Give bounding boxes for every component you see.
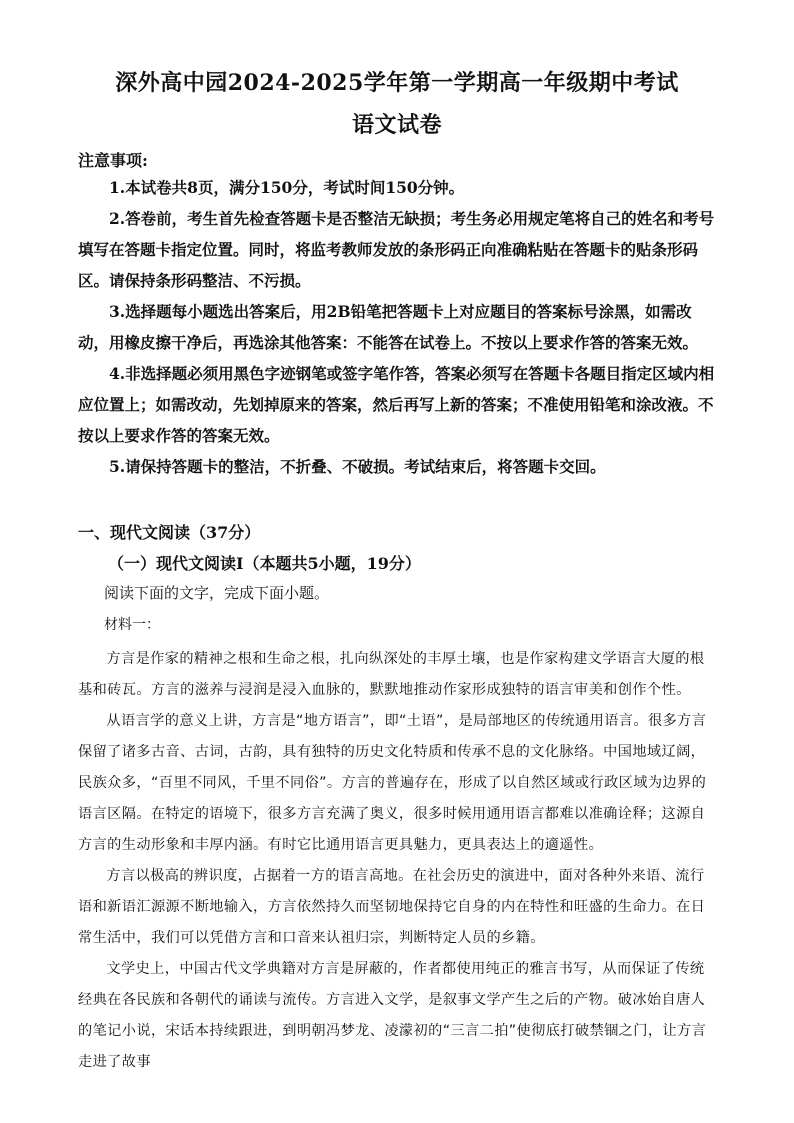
exam-title: 深外高中园2024-2025学年第一学期高一年级期中考试 <box>115 70 679 96</box>
material-paragraph: 从语言学的意义上讲，方言是“地方语言”，即“土语”，是局部地区的传统通用语言。很多方言保留了诸多古音、古词，古韵，具有独特的历史文化特质和传承不息的文化脉络。中国地域辽阔，民族众多，“百里不同风，千里不同俗”。方言的普遍存在，形成了以自然区域或行政区域为边界的语言区隔。在特定的语境下，很多方言充满了奥义，很多时候用通用语言都难以准确诠释；这源自方言的生动形象和丰厚内涵。有时它比通用语言更具魅力，更具表达上的適遥性。 <box>78 713 707 853</box>
material-label: 材料一： <box>104 617 160 633</box>
notice-item-4: 4.非选择题必须用黑色字迹钢笔或签字笔作答，答案必须写在答题卡各题目指定区域内相应位置上；如需改动，先划掉原来的答案，然后再写上新的答案；不准使用铅笔和涂改液。不按以上要求作答的答案无效。 <box>78 364 715 445</box>
notice-item-5: 5.请保持答题卡的整洁，不折叠、不破损。考试结束后，将答题卡交回。 <box>109 457 606 476</box>
material-paragraph: 方言是作家的精神之根和生命之根，扎向纵深处的丰厚土壤，也是作家构建文学语言大厦的根基和砖瓦。方言的滋养与浸润是浸入血脉的，默默地推动作家形成独特的语言审美和创作个性。 <box>78 651 705 698</box>
subsection-heading: （一）现代文阅读Ⅰ（本题共5小题，19分） <box>108 554 421 573</box>
exam-subtitle: 语文试卷 <box>351 112 442 138</box>
notice-item-2: 2.答卷前，考生首先检查答题卡是否整洁无缺损；考生务必用规定笔将自己的姓名和考号填写在答题卡指定位置。同时，将监考教师发放的条形码正向准确粘贴在答题卡的贴条形码区。请保持条形码整洁、不污损。 <box>78 209 715 290</box>
notice-item-1: 1.本试卷共8页，满分150分，考试时间150分钟。 <box>109 178 465 197</box>
notice-list <box>78 172 718 482</box>
material-paragraph: 文学史上，中国古代文学典籍对方言是屏蔽的，作者都使用纯正的雅言书写，从而保证了传统经典在各民族和各朝代的诵读与流传。方言进入文学，是叙事文学产生之后的产物。破冰始自唐人的笔记小说，宋话本持续跟进，到明朝冯梦龙、凌濛初的“三言二拍”使彻底打破禁锢之门，让方言走进了故事 <box>78 961 707 1070</box>
notice-item-3: 3.选择题每小题选出答案后，用2B铅笔把答题卡上对应题目的答案标号涂黑，如需改动，用橡皮擦干净后，再选涂其他答案：不能答在试卷上。不按以上要求作答的答案无效。 <box>78 302 699 352</box>
material-text <box>78 644 718 1078</box>
section-heading: 一、现代文阅读（37分） <box>78 523 261 542</box>
material-paragraph: 方言以极高的辨识度，占据着一方的语言高地。在社会历史的演进中，面对各种外来语、流行语和新语汇源源不断地输入，方言依然持久而坚韧地保持它自身的内在特性和旺盛的生命力。在日常生活中，我们可以凭借方言和口音来认祖归宗，判断特定人员的乡籍。 <box>78 868 706 946</box>
reading-instruction: 阅读下面的文字，完成下面小题。 <box>104 584 330 602</box>
notice-heading: 注意事项: <box>78 151 148 170</box>
